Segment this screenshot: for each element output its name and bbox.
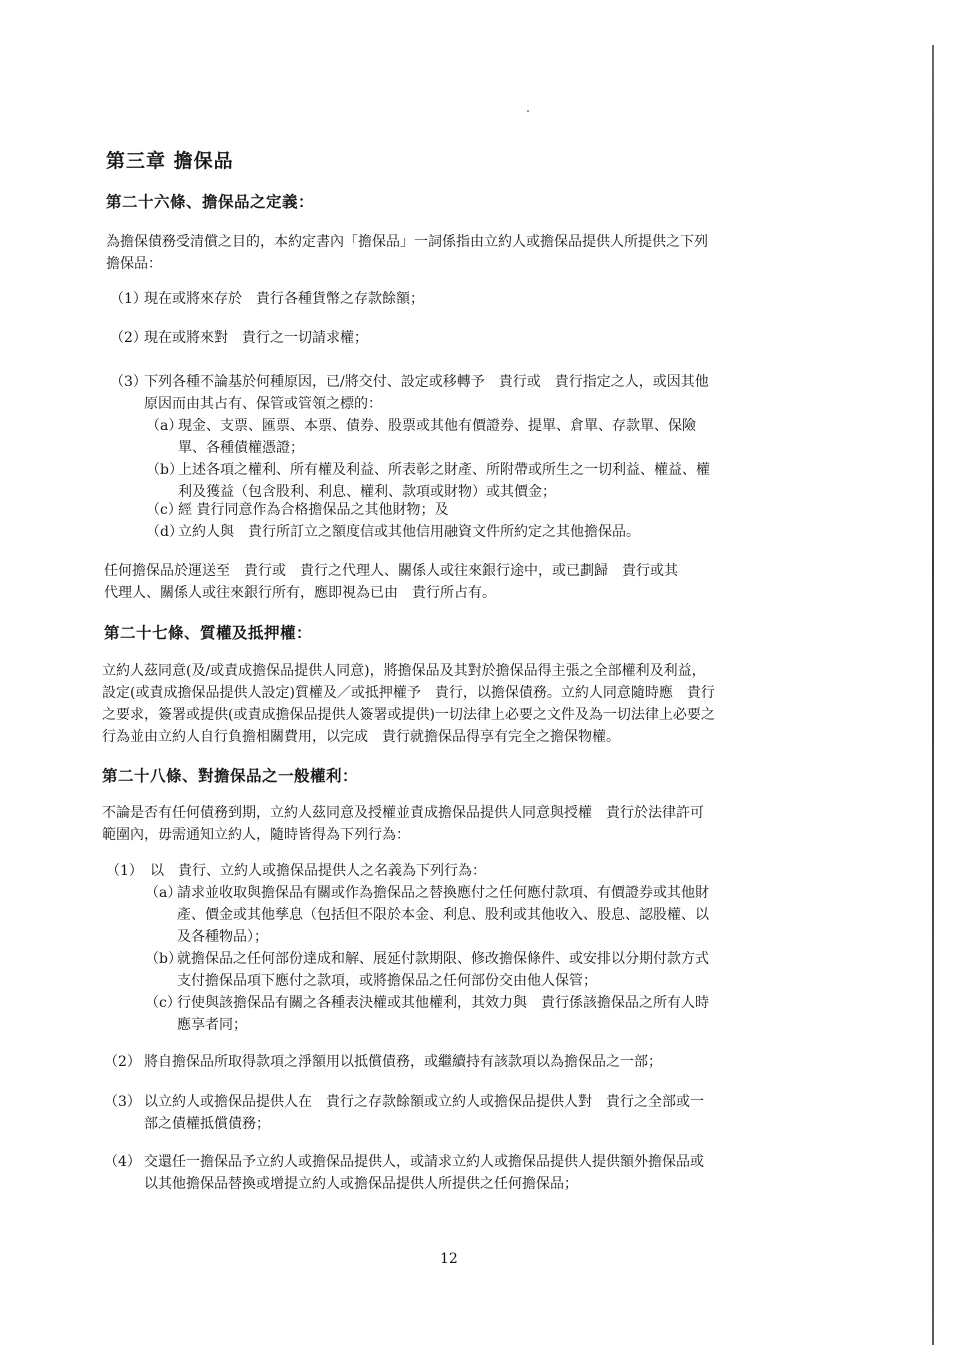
subitem-text-continued: 單、各種債權憑證；: [178, 440, 304, 456]
chapter-title: 第三章 擔保品: [106, 150, 234, 172]
subitem-letter: （b）: [146, 462, 183, 478]
subitem-text-continued: 應享者同；: [177, 1017, 247, 1033]
subitem-text-continued: 產、價金或其他孳息（包括但不限於本金、利息、股利或其他收入、股息、認股權、以: [177, 907, 709, 923]
article-26-subitem-a: [146, 415, 696, 459]
item-text: 將自擔保品所取得款項之淨額用以抵償債務，或繼續持有該款項以為擔保品之一部；: [144, 1054, 662, 1070]
article-27-text: [102, 660, 715, 748]
subitem-text: 現金、支票、匯票、本票、債券、股票或其他有價證券、提單、倉單、存款單、保險: [178, 418, 696, 434]
article-28-title: 第二十八條、對擔保品之一般權利：: [102, 766, 359, 785]
item-number: （1）: [110, 291, 147, 307]
item-text: 現在或將來對 貴行之一切請求權；: [144, 330, 368, 346]
subitem-letter: （c）: [145, 995, 181, 1011]
subitem-text-continued: 及各種物品）；: [177, 929, 268, 945]
text-line: 為擔保債務受清償之目的，本約定書內「擔保品」一詞係指由立約人或擔保品提供人所提供之下列: [106, 234, 708, 250]
article-28-item-1: [106, 860, 486, 882]
article-26-subitem-c: [146, 499, 448, 521]
article-28-subitem-a: [145, 882, 709, 948]
scan-edge-line: [932, 45, 934, 1345]
text-line: 範圍內，毋需通知立約人，隨時皆得為下列行為：: [102, 827, 410, 843]
subitem-text: 上述各項之權利、所有權及利益、所表彰之財產、所附帶或所生之一切利益、權益、權: [178, 462, 710, 478]
item-number: （2）: [104, 1054, 141, 1070]
text-line: 設定(或責成擔保品提供人設定)質權及／或抵押權予 貴行，以擔保債務。立約人同意隨時應 貴行: [102, 685, 715, 701]
text-line: 不論是否有任何債務到期，立約人茲同意及授權並責成擔保品提供人同意與授權 貴行於法律許可: [102, 805, 704, 821]
text-line: 代理人、關係人或往來銀行所有，應即視為已由 貴行所占有。: [104, 585, 496, 601]
subitem-text: 請求並收取與擔保品有關或作為擔保品之替換應付之任何應付款項、有價證券或其他財: [177, 885, 709, 901]
article-28-item-4: [104, 1151, 704, 1195]
subitem-letter: （c）: [146, 502, 182, 518]
item-text-continued: 以其他擔保品替換或增提立約人或擔保品提供人所提供之任何擔保品；: [144, 1176, 578, 1192]
subitem-text-continued: 支付擔保品項下應付之款項，或將擔保品之任何部份交由他人保管；: [177, 973, 597, 989]
subitem-letter: （d）: [146, 524, 183, 540]
article-28-item-3: [104, 1091, 704, 1135]
article-26-item-3: [110, 371, 709, 415]
item-text: 下列各種不論基於何種原因，已/將交付、設定或移轉予 貴行或 貴行指定之人，或因其他: [144, 374, 709, 390]
subitem-letter: （a）: [145, 885, 182, 901]
article-28-intro: [102, 802, 704, 846]
text-line: 任何擔保品於運送至 貴行或 貴行之代理人、關係人或往來銀行途中，或已劃歸 貴行或其: [104, 563, 678, 579]
text-line: 擔保品：: [106, 256, 162, 272]
item-number: （3）: [104, 1094, 141, 1110]
text-line: 立約人茲同意(及/或責成擔保品提供人同意)，將擔保品及其對於擔保品得主張之全部權利及利益，: [102, 663, 706, 679]
article-26-item-1: [110, 288, 424, 310]
article-26-item-2: [110, 327, 368, 349]
article-26-subitem-d: [146, 521, 640, 543]
item-text: 現在或將來存於 貴行各種貨幣之存款餘額；: [144, 291, 424, 307]
subitem-text: 立約人與 貴行所訂立之額度信或其他信用融資文件所約定之其他擔保品。: [178, 524, 640, 540]
article-28-subitem-b: [145, 948, 709, 992]
subitem-text: 行使與該擔保品有關之各種表決權或其他權利，其效力與 貴行係該擔保品之所有人時: [177, 995, 709, 1011]
item-text-continued: 部之債權抵償債務；: [144, 1116, 270, 1132]
item-number: （4）: [104, 1154, 141, 1170]
subitem-letter: （b）: [145, 951, 182, 967]
item-text: 以 貴行、立約人或擔保品提供人之名義為下列行為：: [150, 863, 486, 879]
article-26-subitem-b: [146, 459, 710, 503]
article-26-title: 第二十六條、擔保品之定義：: [106, 192, 315, 211]
item-number: （2）: [110, 330, 147, 346]
article-28-item-2: [104, 1051, 662, 1073]
subitem-text: 經 貴行同意作為合格擔保品之其他財物；及: [178, 502, 449, 518]
article-26-intro: [106, 231, 708, 275]
article-28-subitem-c: [145, 992, 709, 1036]
subitem-letter: （a）: [146, 418, 183, 434]
subitem-text-continued: 利及獲益（包含股利、利息、權利、款項或財物）或其價金；: [178, 484, 556, 500]
item-text: 以立約人或擔保品提供人在 貴行之存款餘額或立約人或擔保品提供人對 貴行之全部或一: [144, 1094, 704, 1110]
item-text-continued: 原因而由其占有、保管或管領之標的：: [144, 396, 382, 412]
page-number: 12: [440, 1251, 458, 1267]
text-line: 之要求，簽署或提供(或責成擔保品提供人簽署或提供)一切法律上必要之文件及為一切法律上必要之: [102, 707, 715, 723]
scan-speck: [527, 110, 529, 112]
subitem-text: 就擔保品之任何部份達成和解、展延付款期限、修改擔保條件、或安排以分期付款方式: [177, 951, 709, 967]
item-text: 交還任一擔保品予立約人或擔保品提供人，或請求立約人或擔保品提供人提供額外擔保品或: [144, 1154, 704, 1170]
article-26-closing: [104, 560, 678, 604]
item-number: （1）: [106, 863, 143, 879]
text-line: 行為並由立約人自行負擔相關費用，以完成 貴行就擔保品得享有完全之擔保物權。: [102, 729, 620, 745]
article-27-title: 第二十七條、質權及抵押權：: [104, 623, 313, 642]
item-number: （3）: [110, 374, 147, 390]
